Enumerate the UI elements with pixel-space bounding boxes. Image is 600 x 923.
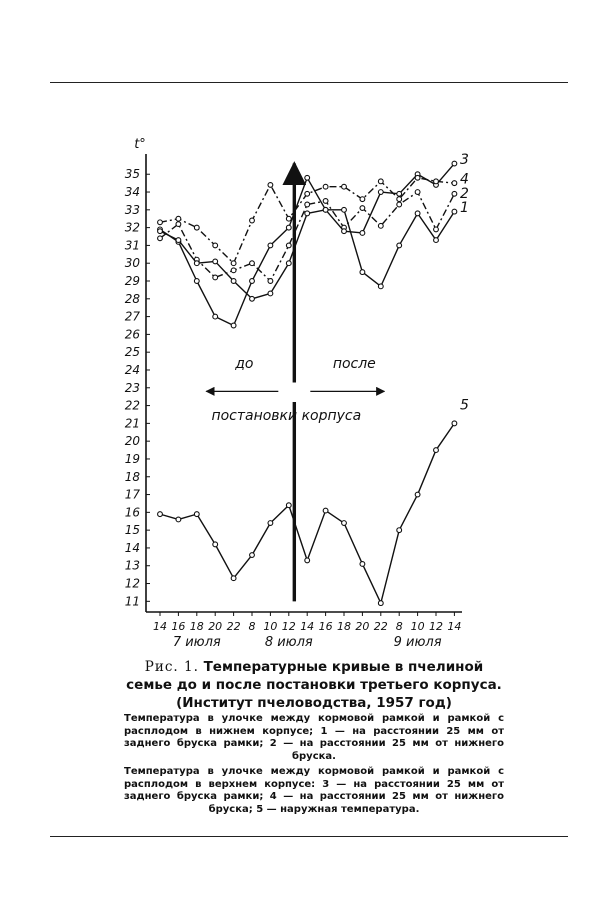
y-tick-label: 23 <box>124 380 140 395</box>
data-point <box>305 191 310 196</box>
y-tick-label: 30 <box>124 256 140 271</box>
x-tick-label: 20 <box>355 620 370 633</box>
data-point <box>434 448 439 453</box>
y-tick-label: 31 <box>124 238 140 253</box>
data-point <box>360 206 365 211</box>
data-point <box>213 314 218 319</box>
annotation-before: до <box>235 356 254 373</box>
series-end-label: 3 <box>460 152 469 168</box>
y-tick-label: 11 <box>124 594 140 609</box>
day-label: 9 июля <box>393 635 442 650</box>
data-point <box>342 521 347 526</box>
data-point <box>286 503 291 508</box>
data-point <box>360 562 365 567</box>
data-point <box>434 179 439 184</box>
x-tick-label: 10 <box>410 620 425 633</box>
data-point <box>158 512 163 517</box>
data-point <box>213 243 218 248</box>
y-tick-label: 35 <box>124 167 140 182</box>
data-point <box>213 259 218 264</box>
data-point <box>231 576 236 581</box>
data-point <box>286 216 291 221</box>
data-point <box>397 197 402 202</box>
data-point <box>323 508 328 513</box>
x-tick-label: 8 <box>248 620 256 633</box>
annotation-bottom: постановки корпуса <box>211 407 362 424</box>
y-tick-label: 18 <box>124 469 140 484</box>
data-point <box>452 181 457 186</box>
y-tick-label: 27 <box>124 309 140 324</box>
data-point <box>250 296 255 301</box>
bottom-rule <box>50 836 568 837</box>
data-point <box>250 279 255 284</box>
data-point <box>415 211 420 216</box>
data-point <box>268 243 273 248</box>
data-point <box>250 261 255 266</box>
y-tick-label: 15 <box>124 523 140 538</box>
data-point <box>397 191 402 196</box>
data-point <box>397 243 402 248</box>
data-point <box>231 279 236 284</box>
data-point <box>176 222 181 227</box>
x-tick-label: 14 <box>300 620 315 633</box>
data-point <box>342 229 347 234</box>
data-point <box>397 202 402 207</box>
x-tick-label: 22 <box>373 620 388 633</box>
series-end-label: 4 <box>460 171 469 188</box>
data-point <box>158 229 163 234</box>
y-tick-label: 33 <box>124 202 140 217</box>
y-tick-label: 26 <box>124 327 140 342</box>
y-tick-label: 19 <box>124 451 140 466</box>
data-point <box>452 421 457 426</box>
day-label: 8 июля <box>264 635 313 650</box>
x-tick-label: 18 <box>189 620 204 633</box>
y-tick-label: 24 <box>124 362 140 377</box>
y-tick-label: 12 <box>124 576 140 591</box>
data-point <box>176 517 181 522</box>
data-point <box>323 184 328 189</box>
data-point <box>231 268 236 273</box>
x-tick-label: 16 <box>318 620 333 633</box>
data-point <box>378 284 383 289</box>
data-point <box>397 528 402 533</box>
data-point <box>213 542 218 547</box>
x-tick-label: 8 <box>395 620 403 633</box>
x-tick-label: 22 <box>226 620 241 633</box>
data-point <box>378 190 383 195</box>
data-point <box>360 270 365 275</box>
data-point <box>268 291 273 296</box>
data-point <box>194 279 199 284</box>
data-point <box>305 211 310 216</box>
series-line-1 <box>160 178 454 326</box>
data-point <box>231 323 236 328</box>
data-point <box>231 261 236 266</box>
y-tick-label: 16 <box>124 505 140 520</box>
x-tick-label: 14 <box>447 620 462 633</box>
y-tick-label: 29 <box>124 274 140 289</box>
caption-title <box>124 658 504 712</box>
data-point <box>305 175 310 180</box>
data-point <box>158 236 163 241</box>
y-tick-label: 17 <box>124 487 140 502</box>
data-point <box>286 261 291 266</box>
y-tick-label: 20 <box>124 434 140 449</box>
day-label: 7 июля <box>172 635 221 650</box>
data-point <box>268 279 273 284</box>
data-point <box>194 512 199 517</box>
x-tick-label: 12 <box>281 620 296 633</box>
data-point <box>250 553 255 558</box>
data-point <box>452 191 457 196</box>
caption-note-lower-case: Температура в улочке между кормовой рамкой и рамкой с расплодом в нижнем корпусе; 1 — на расстоянии 25 мм от заднего бруска рамки; 2 — на расстоянии 25 мм от нижнего бруска. <box>124 713 504 762</box>
caption-title-text: Температурные кривые в пчелиной семье до и после постановки третьего корпуса. (Институт пчеловодства, 1957 год) <box>126 659 502 711</box>
x-tick-label: 10 <box>263 620 278 633</box>
series-line-5 <box>160 423 454 603</box>
data-point <box>268 521 273 526</box>
y-tick-label: 13 <box>124 558 140 573</box>
data-point <box>342 207 347 212</box>
data-point <box>305 558 310 563</box>
data-point <box>286 243 291 248</box>
data-point <box>360 231 365 236</box>
data-point <box>434 238 439 243</box>
data-point <box>176 216 181 221</box>
data-point <box>305 202 310 207</box>
data-point <box>360 197 365 202</box>
data-point <box>323 207 328 212</box>
data-point <box>194 225 199 230</box>
y-tick-label: 21 <box>124 416 140 431</box>
data-point <box>452 161 457 166</box>
series-end-label: 1 <box>460 200 469 217</box>
x-tick-label: 16 <box>171 620 186 633</box>
data-point <box>415 492 420 497</box>
data-point <box>378 179 383 184</box>
series-end-label: 5 <box>460 397 469 414</box>
y-tick-label: 28 <box>124 291 140 306</box>
figure-caption <box>124 658 504 816</box>
y-tick-label: 14 <box>124 540 140 555</box>
x-tick-label: 18 <box>337 620 351 633</box>
data-point <box>434 227 439 232</box>
series-end-label: 2 <box>460 185 469 202</box>
x-tick-label: 12 <box>429 620 443 633</box>
x-tick-label: 14 <box>153 620 167 633</box>
x-tick-label: 20 <box>208 620 223 633</box>
caption-note-upper-case: Температура в улочке между кормовой рамкой и рамкой с расплодом в верхнем корпусе: 3 — на расстоянии 25 мм от заднего бруска рамки; 4 — на расстоянии 25 мм от нижнего бруска; 5 — наружная температура. <box>124 766 504 815</box>
data-point <box>415 190 420 195</box>
series-line-4 <box>160 178 454 263</box>
data-point <box>286 225 291 230</box>
data-point <box>250 218 255 223</box>
caption-label: Рис. 1. <box>144 659 199 675</box>
y-tick-label: 25 <box>124 345 140 360</box>
y-axis-label: t° <box>134 137 146 152</box>
data-point <box>194 261 199 266</box>
annotation-after: после <box>332 356 376 373</box>
data-point <box>342 184 347 189</box>
data-point <box>415 175 420 180</box>
data-point <box>268 183 273 188</box>
data-point <box>213 275 218 280</box>
data-point <box>378 223 383 228</box>
data-point <box>378 601 383 606</box>
data-point <box>323 199 328 204</box>
y-tick-label: 22 <box>124 398 140 413</box>
y-tick-label: 34 <box>124 185 140 200</box>
y-tick-label: 32 <box>124 220 140 235</box>
series-line-3 <box>160 164 454 299</box>
data-point <box>158 220 163 225</box>
data-point <box>176 238 181 243</box>
data-point <box>452 209 457 214</box>
